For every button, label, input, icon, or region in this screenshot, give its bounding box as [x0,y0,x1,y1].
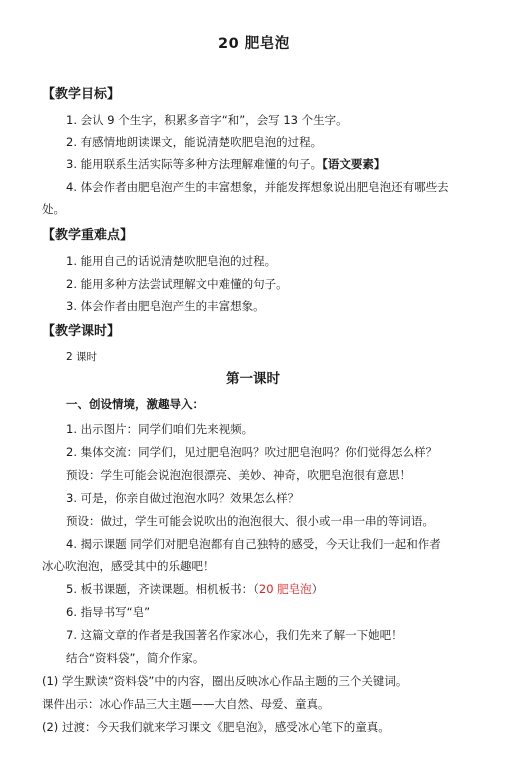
keypoints-heading: 【教学重难点】 [42,228,134,243]
lesson-line: 2. 集体交流：同学们，见过肥皂泡吗？吹过肥皂泡吗？你们觉得怎么样？ [66,445,438,459]
lesson-line: 7. 这篇文章的作者是我国著名作家冰心，我们先来了解一下她吧！ [66,628,403,642]
keypoint-item: 1. 能用自己的话说清楚吹肥皂泡的过程。 [66,254,277,268]
lesson-title: 第一课时 [226,371,280,387]
hours-heading: 【教学课时】 [42,324,121,339]
objectives-heading: 【教学目标】 [42,87,121,102]
objective-item: 4. 体会作者由肥皂泡产生的丰富想象，并能发挥想象说出肥皂泡还有哪些去 [66,180,449,194]
lesson-line: 结合“资料袋”，简介作家。 [66,651,205,665]
document-title: 20 肥皂泡 [218,36,290,52]
hours-value: 2 课时 [66,351,98,363]
lesson-line: 6. 指导书写“皂” [66,605,151,619]
objective-item: 2. 有感情地朗读课文，能说清楚吹肥皂泡的过程。 [66,135,323,149]
lesson-line: (1) 学生默读“资料袋”中的内容，圈出反映冰心作品主题的三个关键词。 [42,674,408,688]
lesson-line: 3. 可是，你亲自做过泡泡水吗？效果怎么样？ [66,491,300,505]
objective-item: 1. 会认 9 个生字，积累多音字“和”，会写 13 个生字。 [66,113,348,127]
lesson-line: 1. 出示图片：同学们咱们先来视频。 [66,422,254,436]
lesson-line: 预设：学生可能会说泡泡很漂亮、美妙、神奇，吹肥皂泡很有意思！ [66,468,411,482]
chinese-element-tag: 【语文要素】 [322,157,386,171]
objective-item-continuation: 处。 [42,202,65,216]
board-writing-label: 5. 板书课题，齐读课题。相机板书：（ [66,582,259,596]
lesson-line [66,581,323,597]
lesson-line: (2) 过渡：今天我们就来学习课文《肥皂泡》，感受冰心笔下的童真。 [42,720,390,734]
section-heading: 一、创设情境，激趣导入： [66,397,204,411]
lesson-line: 4. 揭示课题 同学们对肥皂泡都有自己独特的感受，今天让我们一起和作者 [66,537,441,551]
lesson-line: 预设：做过，学生可能会说吹出的泡泡很大、很小或一串一串的等词语。 [66,514,434,528]
board-writing-close: ） [311,582,324,596]
objective-item [66,156,385,172]
lesson-line-continuation: 冰心吹泡泡，感受其中的乐趣吧！ [42,559,215,573]
keypoint-item: 2. 能用多种方法尝试理解文中难懂的句子。 [66,277,288,291]
board-writing-title: 20 肥皂泡 [258,582,312,596]
objective-item-text: 3. 能用联系生活实际等多种方法理解难懂的句子。 [66,157,323,171]
keypoint-item: 3. 体会作者由肥皂泡产生的丰富想象。 [66,299,265,313]
lesson-line: 课件出示：冰心作品三大主题——大自然、母爱、童真。 [42,697,330,711]
